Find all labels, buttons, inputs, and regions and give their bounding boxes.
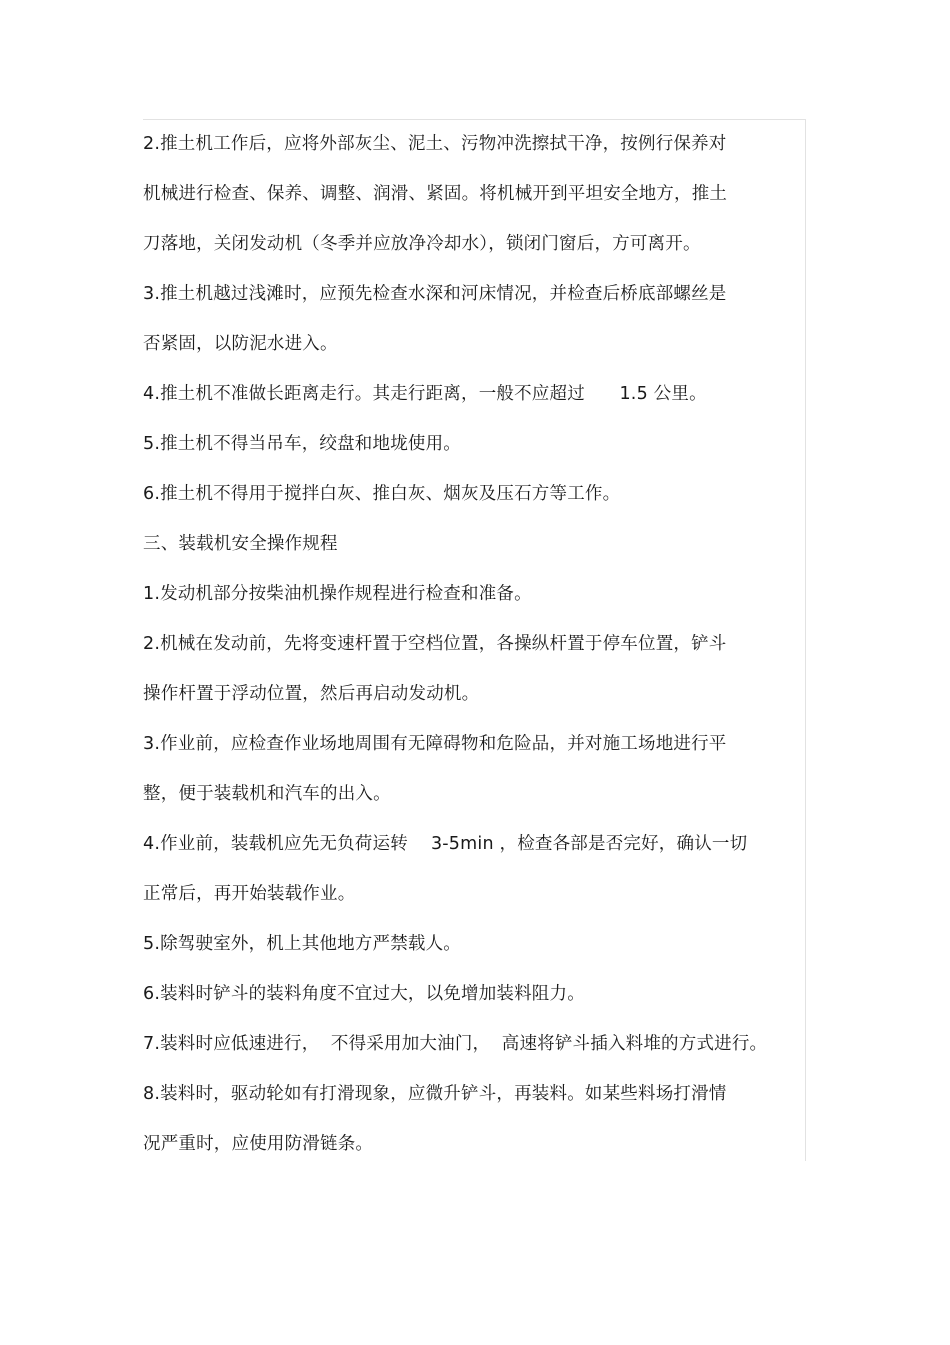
section-heading: 三、装载机安全操作规程 xyxy=(143,534,338,554)
text-line: 否紧固，以防泥水进入。 xyxy=(143,334,338,354)
text-line: 2.机械在发动前，先将变速杆置于空档位置，各操纵杆置于停车位置，铲斗 xyxy=(143,634,727,654)
text-line: 1.发动机部分按柴油机操作规程进行检查和准备。 xyxy=(143,584,532,604)
text-line: 5.除驾驶室外，机上其他地方严禁载人。 xyxy=(143,934,461,954)
text-line: 机械进行检查、保养、调整、润滑、紧固。将机械开到平坦安全地方，推土 xyxy=(143,184,728,204)
text-line: 况严重时，应使用防滑链条。 xyxy=(143,1134,374,1154)
document-body xyxy=(143,122,793,1172)
text-line: 4.作业前，装载机应先无负荷运转 3-5min ，检查各部是否完好，确认一切 xyxy=(143,834,748,854)
text-line: 3.作业前，应检查作业场地周围有无障碍物和危险品，并对施工场地进行平 xyxy=(143,734,727,754)
text-line: 6.装料时铲斗的装料角度不宜过大，以免增加装料阻力。 xyxy=(143,984,585,1004)
text-line: 6.推土机不得用于搅拌白灰、推白灰、烟灰及压石方等工作。 xyxy=(143,484,621,504)
text-line: 5.推土机不得当吊车，绞盘和地垅使用。 xyxy=(143,434,461,454)
text-line: 2.推土机工作后，应将外部灰尘、泥土、污物冲洗擦拭干净，按例行保养对 xyxy=(143,134,727,154)
text-line: 3.推土机越过浅滩时，应预先检查水深和河床情况，并检查后桥底部螺丝是 xyxy=(143,284,727,304)
text-line: 整，便于装载机和汽车的出入。 xyxy=(143,784,391,804)
text-line: 刀落地，关闭发动机（冬季并应放净冷却水），锁闭门窗后，方可离开。 xyxy=(143,234,701,254)
text-line: 7.装料时应低速进行， 不得采用加大油门， 高速将铲斗插入料堆的方式进行。 xyxy=(143,1034,768,1054)
text-line: 8.装料时，驱动轮如有打滑现象，应微升铲斗，再装料。如某些料场打滑情 xyxy=(143,1084,727,1104)
text-line: 操作杆置于浮动位置，然后再启动发动机。 xyxy=(143,684,480,704)
text-line: 正常后，再开始装载作业。 xyxy=(143,884,356,904)
text-line: 4.推土机不准做长距离走行。其走行距离，一般不应超过 1.5 公里。 xyxy=(143,384,707,404)
